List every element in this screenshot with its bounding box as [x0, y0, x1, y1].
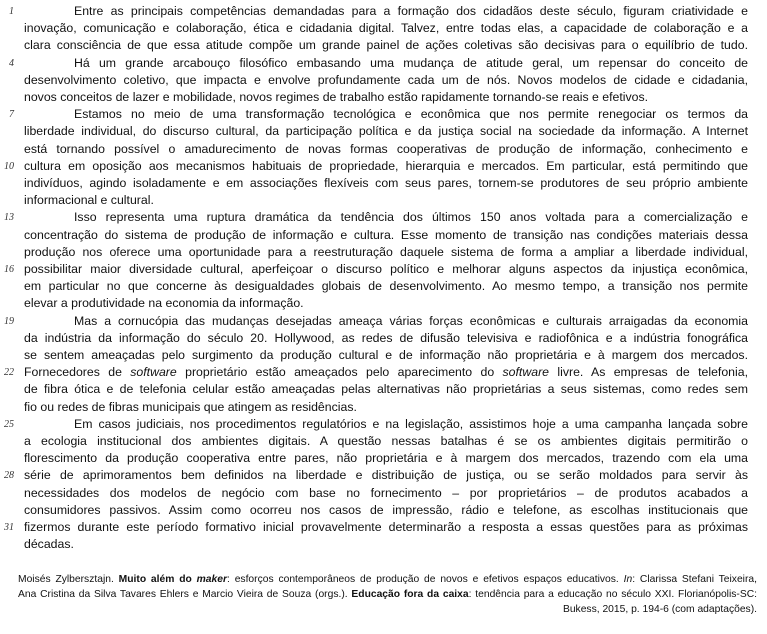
citation-publisher: Bukess, 2015, p. 194-6 (com adaptações).	[562, 604, 757, 615]
line-number: 25	[4, 418, 14, 430]
text-line	[0, 72, 767, 89]
line-text: Há um grande arcabouço filosófico embasando uma mudança de atitude geral, um repensar do conceito de	[74, 55, 748, 70]
citation-line	[18, 587, 757, 602]
text-line	[0, 175, 767, 192]
text-line	[0, 244, 767, 261]
line-text: da indústria da informação do século 20. Hollywood, as redes de difusão televisiva e radiofônica e a indústria fonográfica	[24, 330, 748, 345]
line-text: em particular no que concerne às desigualdades globais de desenvolvimento. Ao mesmo tempo, a transição nos permite	[24, 279, 748, 294]
citation-editors-start: : Clarissa Stefani Teixeira,	[632, 574, 757, 585]
line-number: 16	[4, 264, 14, 275]
line-text: desenvolvimento coletivo, que impacta e envolve profundamente cada um de nós. Novos modelos de cidade e cidadania,	[24, 72, 748, 87]
line-text: cultura em oposição aos mecanismos habituais de propriedade, hierarquia e mercados. Em particular, está permitindo que	[24, 158, 748, 173]
line-text: necessidades dos modelos de negócio com base no fornecimento – por proprietários – de produtos acabados a	[24, 485, 748, 500]
text-line	[0, 123, 767, 140]
line-text: clara consciência de que essa atitude compõe um grande painel de ações coletivas são decisivas para o equilíbrio de tudo.	[24, 38, 748, 53]
line-text: florescimento da produção cooperativa entre pares, não proprietária e à margem dos mercados, trazendo com ela uma	[24, 451, 748, 466]
text-line	[0, 485, 767, 502]
text-line	[0, 89, 767, 106]
line-number: 1	[9, 6, 14, 17]
text-line	[0, 433, 767, 450]
line-text: Estamos no meio de uma transformação tecnológica e econômica que nos permite renegociar os termos da	[74, 107, 748, 122]
line-text: Entre as principais competências demandadas para a formação dos cidadãos deste século, figuram criatividade e	[74, 4, 748, 18]
line-text: série de aprimoramentos bem definidos na liberdade e distribuição de justiça, ou se serão moldados para servir às	[24, 468, 748, 483]
line-text: décadas.	[24, 537, 74, 552]
text-line	[0, 261, 767, 278]
line-text: fizermos durante este período formativo inicial provavelmente determinarão a resposta a essas questões para as próximas	[24, 520, 748, 534]
text-line	[0, 192, 767, 209]
line-text: fio ou redes de fibras municipais que atingem as residências.	[24, 399, 357, 414]
text-line	[0, 141, 767, 158]
line-text: consumidores passivos. Assim como ocorreu nos casos de impressão, rádio e telefone, as escolhas institucionais que	[24, 502, 748, 517]
citation-line	[18, 572, 757, 587]
line-text: Fornecedores de software proprietário estão ameaçados pelo aparecimento do software livre. As empresas de telefonia,	[24, 365, 748, 380]
text-line	[0, 37, 767, 54]
line-text: Mas a cornucópia das mudanças desejadas ameaça várias forças econômicas e culturais arraigadas da economia	[74, 313, 748, 328]
text-line	[0, 158, 767, 175]
line-number: 4	[9, 57, 14, 69]
text-line	[0, 467, 767, 484]
citation-book-subtitle: : tendência para a educação no século XXI. Florianópolis-SC:	[468, 589, 757, 600]
text-line	[0, 209, 767, 226]
text-line	[0, 416, 767, 433]
line-text: a ecologia institucional dos ambientes digitais. A questão nessas batalhas é se os ambientes digitais permitirão o	[24, 434, 748, 448]
line-number: 22	[4, 367, 14, 379]
text-line	[0, 381, 767, 398]
text-line	[0, 106, 767, 123]
line-number: 7	[9, 109, 14, 121]
text-line	[0, 399, 767, 416]
line-text: elevar a produtividade na economia da informação.	[24, 296, 304, 311]
line-text: se sentem ameaçadas pelo surgimento da produção cultural e de informação não proprietária e à margem dos mercados.	[24, 348, 748, 362]
text-line	[0, 536, 767, 553]
citation-in: In	[623, 574, 633, 585]
line-text: produção nos oferece uma oportunidade para a reestruturação daquele sistema de forma a ampliar a liberdade individual,	[24, 244, 748, 259]
line-number: 10	[4, 160, 14, 172]
citation-book-title: Educação fora da caixa	[351, 589, 469, 600]
line-text: Em casos judiciais, nos procedimentos regulatórios e na legislação, assistimos hoje a uma campanha lançada sobre	[74, 416, 748, 431]
line-number: 28	[4, 470, 14, 482]
text-line	[0, 347, 767, 364]
line-text: novos conceitos de lazer e mobilidade, novos regimes de trabalho estão rapidamente tornando-se reais e efetivos.	[24, 90, 649, 104]
line-text: está tornando possível o amadurecimento de novas formas cooperativas de produção de informação, conhecimento e	[24, 141, 748, 156]
line-number: 31	[4, 522, 14, 533]
text-line	[0, 3, 767, 20]
text-line	[0, 295, 767, 312]
text-line	[0, 278, 767, 295]
text-line	[0, 313, 767, 330]
line-text: concentração do sistema de produção de informação e cultura. Esse momento de transição nas condições materiais dessa	[24, 227, 748, 242]
italic-term: software	[502, 365, 550, 380]
line-text: indivíduos, agindo isoladamente e em associações flexíveis com seus pares, tornem-se produtores de seu próprio ambiente	[24, 176, 748, 190]
line-text: possibilitar maior diversidade cultural, aperfeiçoar o discurso político e melhorar alguns aspectos da injustiça econômica,	[24, 262, 748, 276]
citation-author: Moisés Zylbersztajn.	[18, 574, 119, 585]
text-line	[0, 55, 767, 72]
line-text: de fibra ótica e de telefonia celular estão ameaçadas pelas alternativas não proprietárias a seus sistemas, como redes sem	[24, 382, 748, 397]
citation-chapter-title	[119, 574, 227, 585]
line-text: liberdade individual, do discurso cultural, da participação política e da justiça social na sociedade da informação. A Internet	[24, 124, 748, 139]
citation-chapter-title-text: Muito além do	[118, 574, 197, 585]
line-text: Isso representa uma ruptura dramática da tendência dos últimos 150 anos voltada para a comercialização e	[74, 210, 748, 225]
text-line	[0, 502, 767, 519]
text-line	[0, 519, 767, 536]
citation-chapter-subtitle: : esforços contemporâneos de produção de novos e efetivos espaços educativos.	[227, 574, 624, 585]
text-line	[0, 20, 767, 37]
line-text: informacional e cultural.	[24, 193, 154, 208]
text-line	[0, 227, 767, 244]
text-line	[0, 364, 767, 381]
italic-term: software	[130, 365, 177, 380]
text-line	[0, 330, 767, 347]
citation-line	[18, 602, 757, 617]
line-number: 19	[4, 315, 14, 327]
line-number: 13	[4, 212, 14, 224]
citation-editors: Ana Cristina da Silva Tavares Ehlers e Marcio Vieira de Souza (orgs.).	[18, 589, 352, 600]
text-line	[0, 450, 767, 467]
citation-chapter-title-italic: maker	[196, 574, 227, 585]
line-text: inovação, comunicação e colaboração, ética e cidadania digital. Talvez, entre todas elas, a capacidade de colaboração e a	[24, 21, 748, 36]
